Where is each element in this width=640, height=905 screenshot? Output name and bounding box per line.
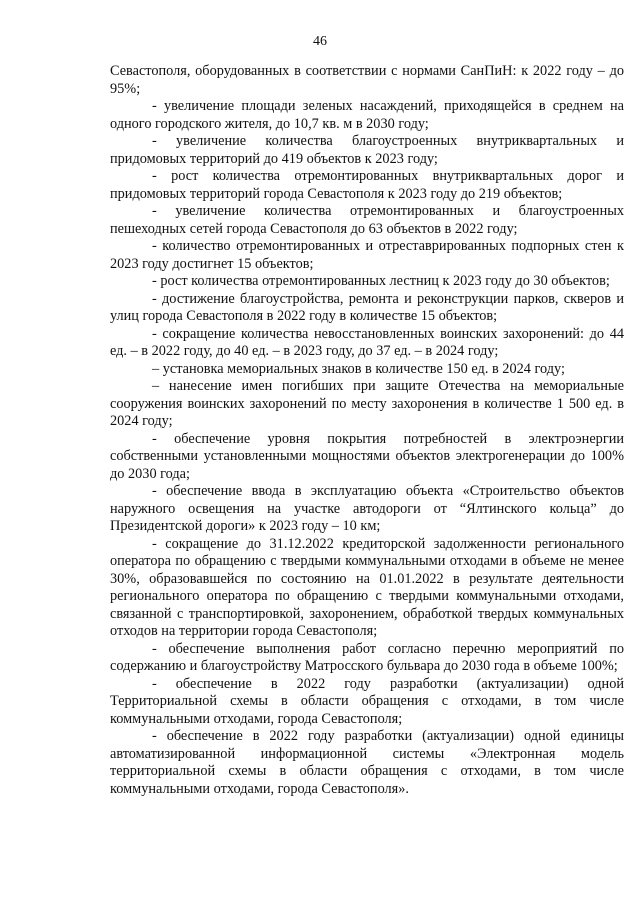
list-item-pedestrian-networks: - увеличение количества отремонтированных и благоустроенных пешеходных сетей города Севастополя до 63 объектов в 2022 году; (110, 203, 624, 237)
list-item-street-lighting: - обеспечение ввода в эксплуатацию объекта «Строительство объектов наружного освещения на участке автодороги от “Ялтинского кольца” до Президентской дороги» к 2023 году – 10 км; (110, 483, 624, 534)
list-item-territorial-scheme: - обеспечение в 2022 году разработки (актуализации) одной Территориальной схемы в области обращения с отходами, в том числе коммунальными отходами, города Севастополя; (110, 675, 624, 727)
list-item-war-graves: - сокращение количества невосстановленных воинских захоронений: до 44 ед. – в 2022 году, до 40 ед. – в 2023 году, до 37 ед. – в 2024 году; (110, 325, 624, 359)
list-item-debt-reduction: - сокращение до 31.12.2022 кредиторской задолженности регионального оператора по обращению с твердыми коммунальными отходами в объеме не менее 30%, образовавшейся по состоянию на 01.01.2022 в результате деятельности регионального оператора по обращению с твердыми коммунальными отходами, связанной с транспортировкой, захоронением, обработкой твердых коммунальных отходов на территории города Севастополя; (110, 535, 624, 639)
list-item-memorial-signs: – установка мемориальных знаков в количестве 150 ед. в 2024 году; (152, 360, 565, 377)
page-number: 46 (313, 34, 327, 49)
list-item-parks: - достижение благоустройства, ремонта и реконструкции парков, скверов и улиц города Севастополя в 2022 году в количестве 15 объектов; (110, 290, 624, 324)
list-item-information-system: - обеспечение в 2022 году разработки (актуализации) одной единицы автоматизированной информационной системы «Электронная модель территориальной схемы в области обращения с отходами, в том числе коммунальными отходами, города Севастополя». (110, 728, 624, 797)
list-item-retaining-walls: - количество отремонтированных и отреставрированных подпорных стен к 2023 году достигнет 15 объектов; (110, 238, 624, 272)
list-item-electricity: - обеспечение уровня покрытия потребностей в электроэнергии собственными установленными мощностями объектов электрогенерации до 100% до 2030 года; (110, 430, 624, 482)
list-item-green-spaces: - увеличение площади зеленых насаждений, приходящейся в среднем на одного городского жителя, до 10,7 кв. м в 2030 году; (110, 98, 624, 132)
paragraph-continuation: Севастополя, оборудованных в соответствии с нормами СанПиН: к 2022 году – до 95%; (110, 63, 624, 97)
list-item-repaired-roads: - рост количества отремонтированных внутриквартальных дорог и придомовых территорий города Севастополя к 2023 году до 219 объектов; (110, 168, 624, 202)
list-item-stairs: - рост количества отремонтированных лестниц к 2023 году до 30 объектов; (152, 273, 610, 289)
list-item-boulevard: - обеспечение выполнения работ согласно перечню мероприятий по содержанию и благоустройству Матросского бульвара до 2030 года в объеме 100%; (110, 640, 624, 674)
list-item-yard-territories: - увеличение количества благоустроенных внутриквартальных и придомовых территорий до 419 объектов к 2023 году; (110, 133, 624, 167)
document-body (110, 63, 624, 798)
list-item-names-of-fallen: – нанесение имен погибших при защите Отечества на мемориальные сооружения воинских захоронений по месту захоронения в количестве 1 500 ед. в 2024 году; (110, 378, 624, 429)
